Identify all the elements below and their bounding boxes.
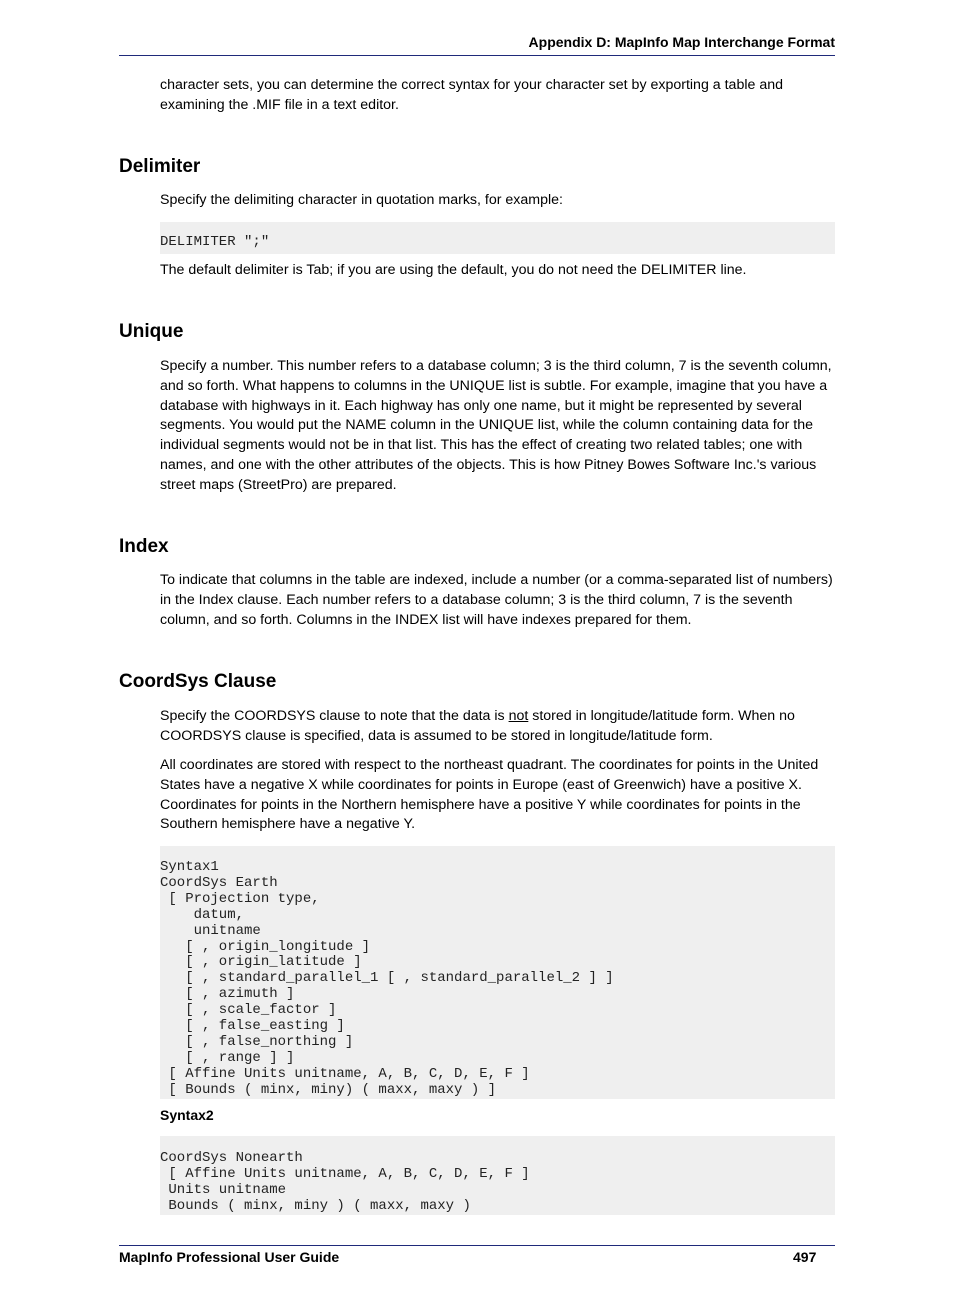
page-number: 497: [793, 1249, 817, 1265]
coordsys-paragraph-2: All coordinates are stored with respect to the northeast quadrant. The coordinates for points in the United States have a negative X while coordinates for points in Europe (east of Greenwich) have a positive X. Coordinates for points in the Northern hemisphere have a positive Y while coordinates for points in the Southern hemisphere have a negative Y.: [160, 757, 819, 833]
index-heading: Index: [119, 536, 169, 557]
coordsys-p1-start: Specify the COORDSYS clause to note that the data is: [160, 708, 509, 724]
code-line: Units unitname: [160, 1181, 287, 1198]
syntax1-code-block: [160, 846, 835, 1099]
code-line: [ , false_northing ]: [160, 1033, 354, 1050]
coordsys-heading: CoordSys Clause: [119, 671, 277, 692]
delimiter-code-block: DELIMITER ";": [160, 222, 835, 254]
code-line: [ Affine Units unitname, A, B, C, D, E, F ]: [160, 1165, 530, 1182]
delimiter-text: Specify the delimiting character in quotation marks, for example:: [160, 192, 563, 208]
code-line: [ , false_easting ]: [160, 1018, 345, 1035]
code-line: Syntax1: [160, 859, 219, 875]
code-line: [ , origin_longitude ]: [160, 938, 371, 955]
unique-heading: Unique: [119, 321, 184, 342]
running-header: Appendix D: MapInfo Map Interchange Format: [528, 34, 835, 50]
syntax2-label: Syntax2: [160, 1107, 214, 1123]
code-line: CoordSys Nonearth: [160, 1150, 303, 1166]
code-line: [ , standard_parallel_1 [ , standard_parallel_2 ] ]: [160, 970, 614, 987]
code-line: [ , scale_factor ]: [160, 1002, 337, 1019]
code-line: datum,: [160, 906, 245, 923]
code-line: unitname: [160, 922, 261, 939]
header-rule: [119, 55, 835, 56]
coordsys-p1-emphasis: not: [508, 708, 529, 724]
code-line: [ Affine Units unitname, A, B, C, D, E, F ]: [160, 1065, 530, 1082]
code-line: Bounds ( minx, miny ) ( maxx, maxy ): [160, 1197, 471, 1214]
code-line: [ , azimuth ]: [160, 986, 295, 1003]
delimiter-default-text: The default delimiter is Tab; if you are using the default, you do not need the DELIMITER line.: [160, 262, 747, 278]
unique-text: Specify a number. This number refers to a database column; 3 is the third column, 7 is the seventh column, and so forth. What happens to columns in the UNIQUE list is subtle. For example, imagine that you have a database with highways in it. Each highway has only one name, but it might be represented by several segments. You would put the NAME column in the UNIQUE list, while the column containing data for the individual segments would not be in that list. This has the effect of creating two related tables; one with names, and one with the other attributes of the objects. This is how Pitney Bowes Software Inc.'s various street maps (StreetPro) are prepared.: [160, 358, 832, 493]
footer-rule: [119, 1245, 835, 1246]
intro-paragraph: character sets, you can determine the correct syntax for your character set by exporting a table and examining the .MIF file in a text editor.: [160, 77, 783, 113]
code-line: CoordSys Earth: [160, 874, 278, 891]
code-line: [ Bounds ( minx, miny) ( maxx, maxy ) ]: [160, 1081, 497, 1098]
code-line: [ , range ] ]: [160, 1049, 295, 1066]
code-line: [ , origin_latitude ]: [160, 954, 362, 971]
coordsys-paragraph-1: [160, 707, 838, 747]
footer-title: MapInfo Professional User Guide: [119, 1249, 340, 1265]
coordsys-p1-end: stored in longitude/latitude form. When no COORDSYS clause is specified, data is assumed to be stored in longitude/latitude form.: [160, 708, 795, 744]
syntax2-code-block: [160, 1136, 835, 1215]
index-text: To indicate that columns in the table are indexed, include a number (or a comma-separated list of numbers) in the Index clause. Each number refers to a database column; 3 is the third column, 7 is the seventh column, and so forth. Columns in the INDEX list will have indexes prepared for them.: [160, 572, 833, 628]
code-line: [ Projection type,: [160, 890, 320, 907]
delimiter-heading: Delimiter: [119, 156, 201, 177]
